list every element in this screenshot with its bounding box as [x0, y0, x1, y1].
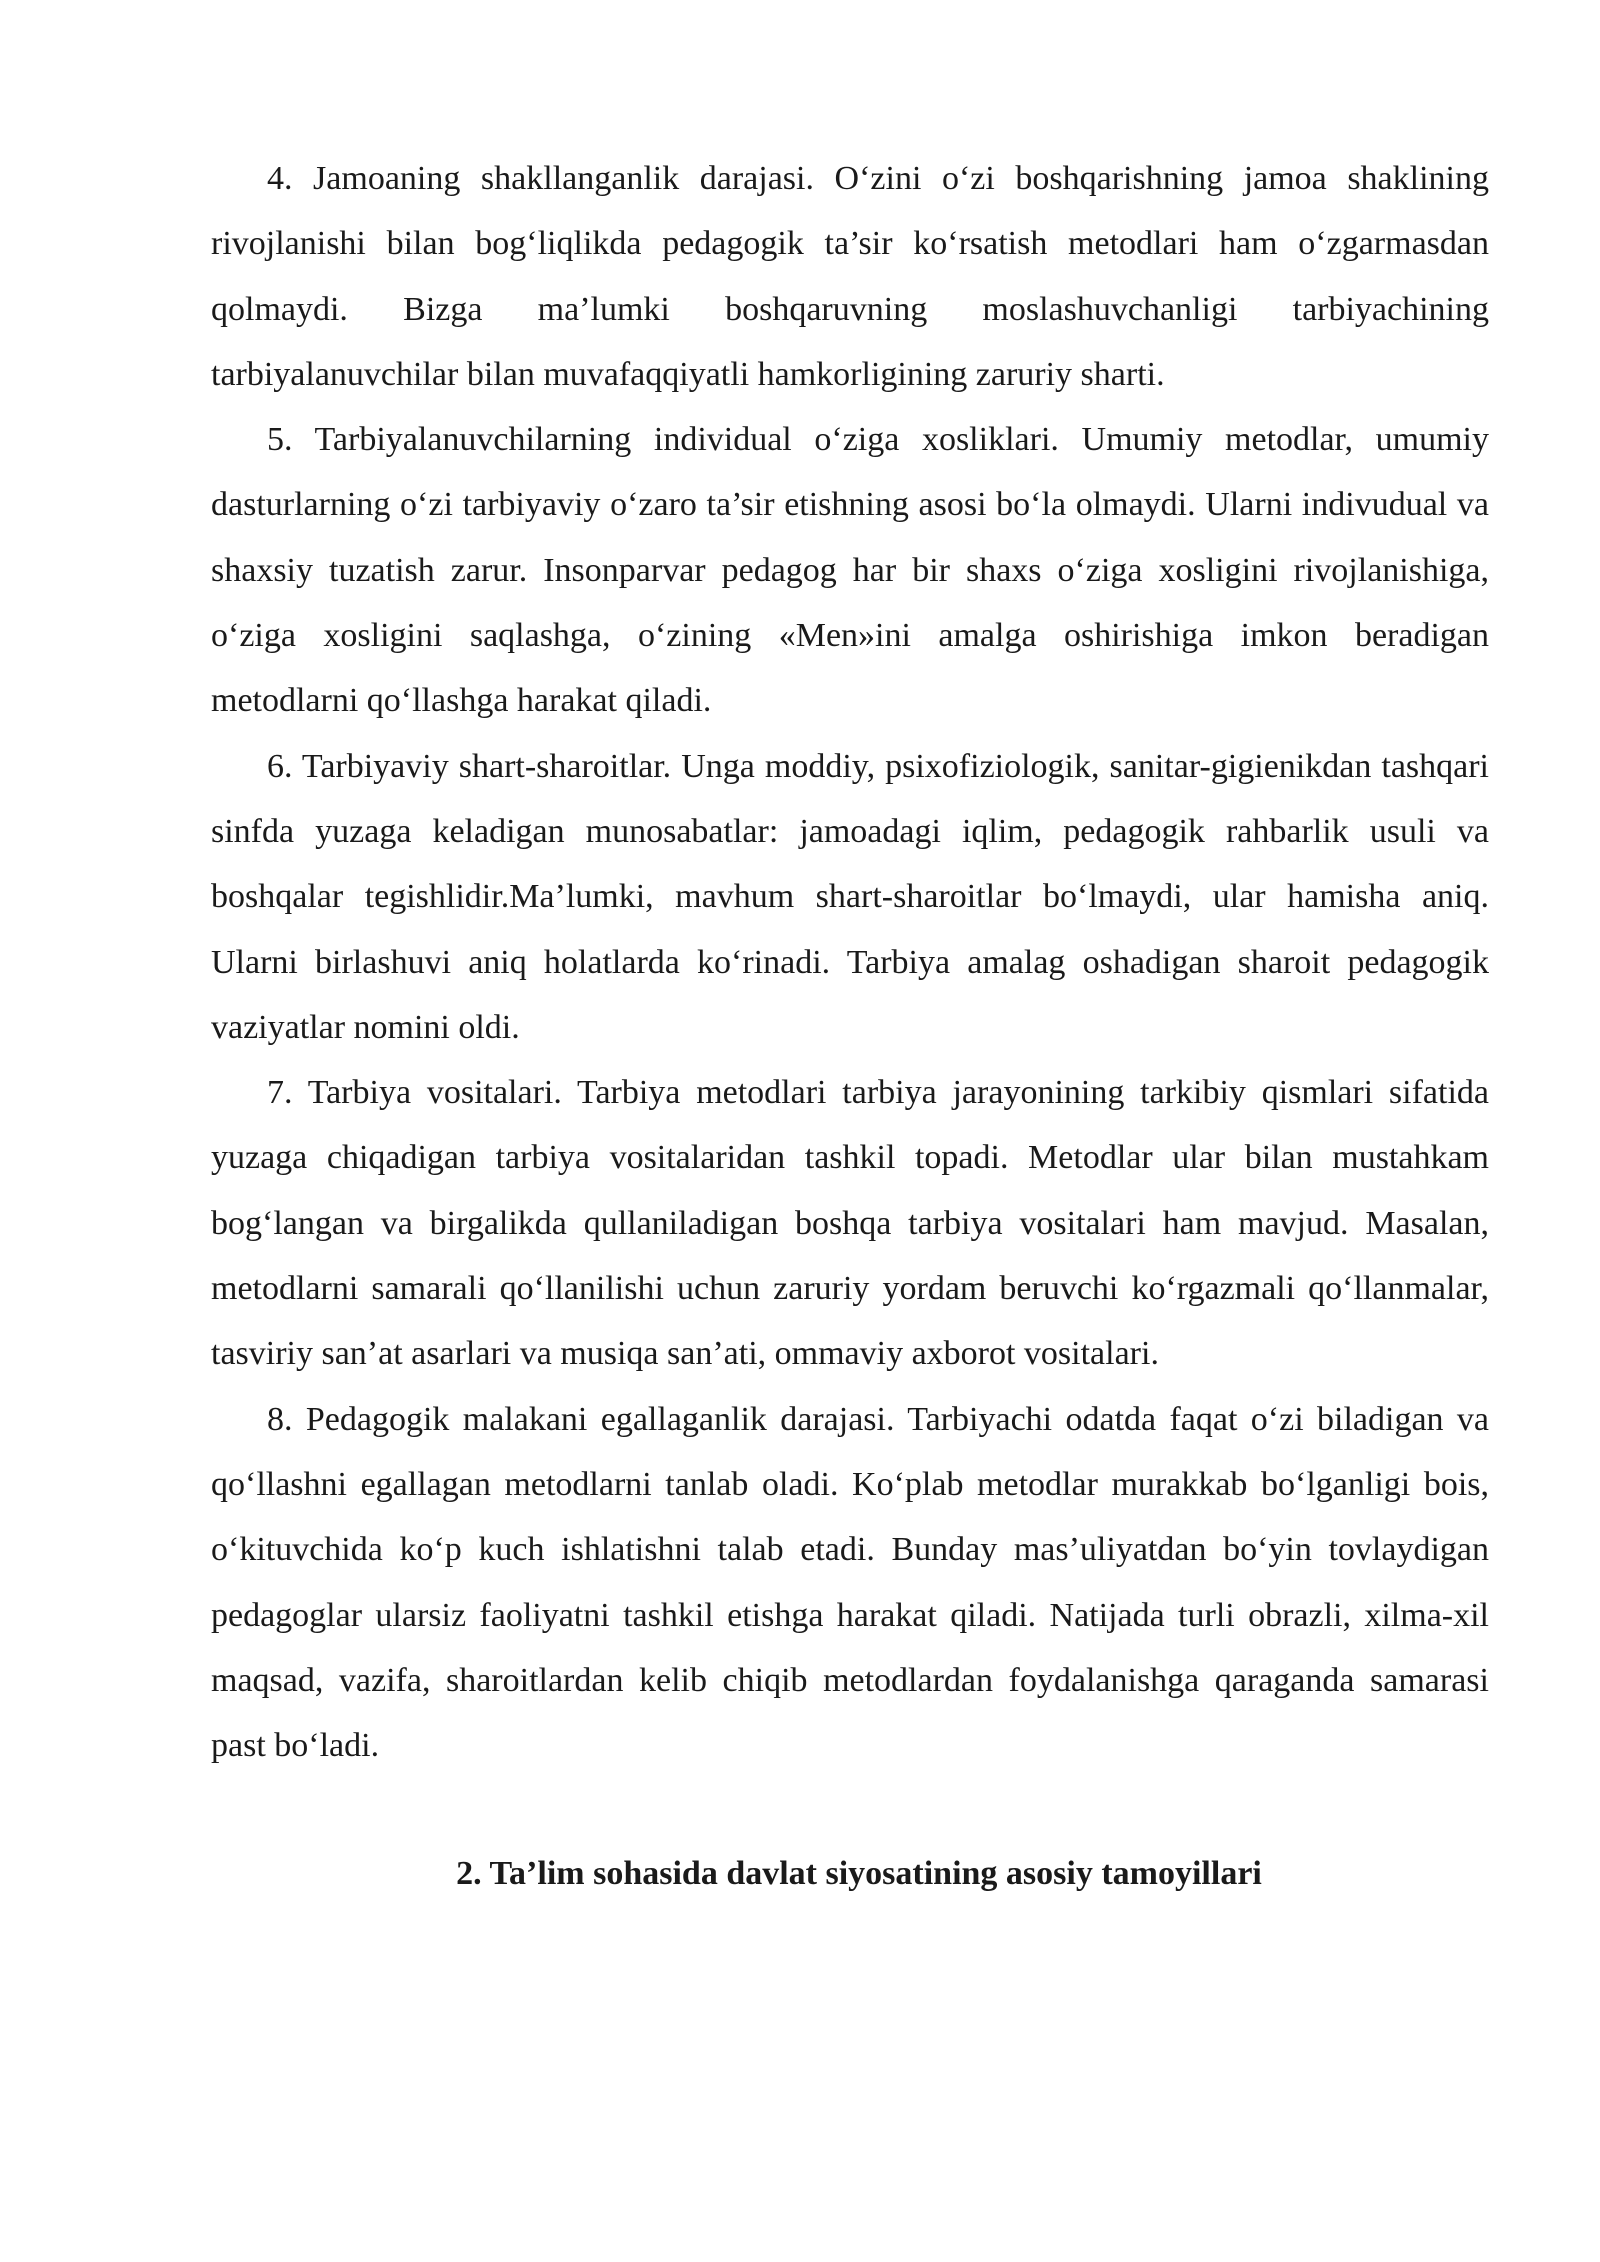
- section-heading: 2. Ta’lim sohasida davlat siyosatining asosiy tamoyillari: [456, 1855, 1262, 1893]
- paragraph-collective-formation: 4. Jamoaning shakllanganlik darajasi. O‘zini o‘zi boshqarishning jamoa shaklining rivojlanishi bilan bog‘liqlikda pedagogik ta’sir ko‘rsatish metodlari ham o‘zgarmasdan qolmaydi. Bizga ma’lumki boshqaruvning moslashuvchanligi tarbiyachining tarbiyalanuvchilar bilan muvafaqqiyatli hamkorligining zaruriy sharti.: [211, 160, 1489, 393]
- paragraph-individual-traits: 5. Tarbiyalanuvchilarning individual o‘ziga xosliklari. Umumiy metodlar, umumiy dasturlarning o‘zi tarbiyaviy o‘zaro ta’sir etishning asosi bo‘la olmaydi. Ularni indivudual va shaxsiy tuzatish zarur. Insonparvar pedagog har bir shaxs o‘ziga xosligini rivojlanishiga, o‘ziga xosligini saqlashga, o‘zining «Men»ini amalga oshirishiga imkon beradigan metodlarni qo‘llashga harakat qiladi.: [211, 421, 1489, 720]
- paragraph-educational-means: 7. Tarbiya vositalari. Tarbiya metodlari tarbiya jarayonining tarkibiy qismlari sifatida yuzaga chiqadigan tarbiya vositalaridan tashkil topadi. Metodlar ular bilan mustahkam bog‘langan va birgalikda qullaniladigan boshqa tarbiya vositalari ham mavjud. Masalan, metodlarni samarali qo‘llanilishi uchun zaruriy yordam beruvchi ko‘rgazmali qo‘llanmalar, tasviriy san’at asarlari va musiqa san’ati, ommaviy axborot vositalari.: [211, 1074, 1489, 1373]
- document-body: [211, 146, 1489, 1906]
- paragraph-pedagogical-skill: 8. Pedagogik malakani egallaganlik darajasi. Tarbiyachi odatda faqat o‘zi biladigan va qo‘llashni egallagan metodlarni tanlab oladi. Ko‘plab metodlar murakkab bo‘lganligi bois, o‘kituvchida ko‘p kuch ishlatishni talab etadi. Bunday mas’uliyatdan bo‘yin tovlaydigan pedagoglar ularsiz faoliyatni tashkil etishga harakat qiladi. Natijada turli obrazli, xilma-xil maqsad, vazifa, sharoitlardan kelib chiqib metodlardan foydalanishga qaraganda samarasi past bo‘ladi.: [211, 1400, 1489, 1765]
- paragraph-educational-conditions: 6. Tarbiyaviy shart-sharoitlar. Unga moddiy, psixofiziologik, sanitar-gigienikdan tashqari sinfda yuzaga keladigan munosabatlar: jamoadagi iqlim, pedagogik rahbarlik usuli va boshqalar tegishlidir.Ma’lumki, mavhum shart-sharoitlar bo‘lmaydi, ular hamisha aniq. Ularni birlashuvi aniq holatlarda ko‘rinadi. Tarbiya amalag oshadigan sharoit pedagogik vaziyatlar nomini oldi.: [211, 747, 1489, 1046]
